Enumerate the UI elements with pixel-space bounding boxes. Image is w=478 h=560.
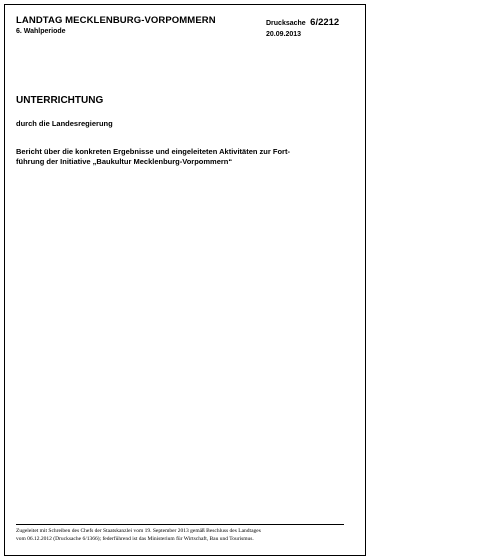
title-line: Bericht über die konkreten Ergebnisse und eingeleiteten Aktivitäten zur Fort- xyxy=(16,147,290,156)
title-line: führung der Initiative „Baukultur Mecklenburg-Vorpommern“ xyxy=(16,157,233,166)
document-date: 20.09.2013 xyxy=(266,31,302,38)
election-period: 6. Wahlperiode xyxy=(16,28,66,35)
drucksache-number: 6/2212 xyxy=(310,17,340,28)
header-left xyxy=(16,15,216,36)
document-subtitle: durch die Landesregierung xyxy=(16,119,113,128)
parliament-name: LANDTAG MECKLENBURG-VORPOMMERN xyxy=(16,15,216,26)
footnote-line: vom 06.12.2012 (Drucksache 6/1366); federführend ist das Ministerium für Wirtschaft, Bau und Tourismus. xyxy=(16,536,254,542)
footnote-divider xyxy=(16,524,344,525)
footnote xyxy=(16,527,356,543)
drucksache-line xyxy=(266,15,339,29)
drucksache-label: Drucksache xyxy=(266,20,306,27)
header-right xyxy=(266,15,339,39)
page-border xyxy=(4,4,366,556)
footnote-line: Zugeleitet mit Schreiben des Chefs der Staatskanzlei vom 19. September 2013 gemäß Beschluss des Landtages xyxy=(16,528,261,534)
document-title xyxy=(16,147,346,167)
document-type: UNTERRICHTUNG xyxy=(16,95,104,106)
